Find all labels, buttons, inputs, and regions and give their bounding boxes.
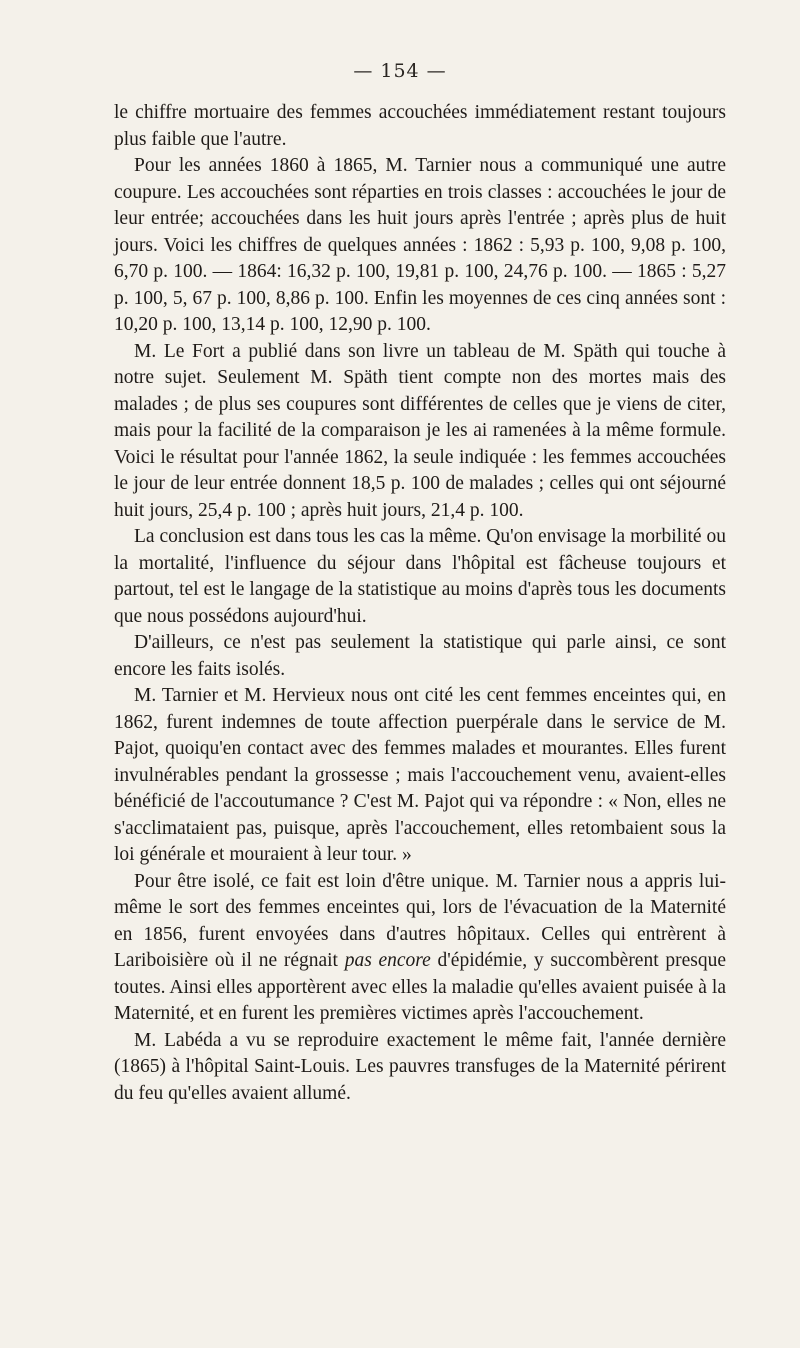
- paragraph-lariboisiere-part1: Pour être isolé, ce fait est loin d'être unique. M. Tarnier nous a appris lui-même le sort des femmes enceintes qui, lors de l'évacuation de la Maternité en 1856, furent envoyées dans d'autres hôpitaux. Celles qui entrèrent à Lariboisière où il ne régnait: [114, 870, 726, 971]
- paragraph-spath: M. Le Fort a publié dans son livre un tableau de M. Späth qui touche à notre sujet. Seulement M. Späth tient compte non des mortes mais des malades ; de plus ses coupures sont différentes de celles que je viens de citer, mais pour la facilité de la comparaison je les ai ramenées à la même formule. Voici le résultat pour l'année 1862, la seule indiquée : les femmes accouchées le jour de leur entrée donnent 18,5 p. 100 de malades ; celles qui ont séjourné huit jours, 25,4 p. 100 ; après huit jours, 21,4 p. 100.: [114, 340, 726, 521]
- paragraph-lariboisiere: [114, 869, 726, 1028]
- page-number: — 154 —: [353, 60, 447, 82]
- emphasis-pas-encore: pas encore: [344, 950, 431, 971]
- paragraph-tarnier-coupure: Pour les années 1860 à 1865, M. Tarnier nous a communiqué une autre coupure. Les accouchées sont réparties en trois classes : accouchées le jour de leur entrée; accouchées dans les huit jours après l'entrée ; après plus de huit jours. Voici les chiffres de quelques années : 1862 : 5,93 p. 100, 9,08 p. 100, 6,70 p. 100. — 1864: 16,32 p. 100, 19,81 p. 100, 24,76 p. 100. — 1865 : 5,27 p. 100, 5, 67 p. 100, 8,86 p. 100. Enfin les moyennes de ces cinq années sont : 10,20 p. 100, 13,14 p. 100, 12,90 p. 100.: [114, 155, 726, 335]
- paragraph-lariboisiere-part2: d'épidémie, y succombèrent presque toutes. Ainsi elles apportèrent avec elles la maladie qu'elles avaient puisée à la Maternité, et en furent les premières victimes après l'accouchement.: [114, 950, 726, 1024]
- paragraph-continuation: le chiffre mortuaire des femmes accouchées immédiatement restant toujours plus faible que l'autre.: [114, 102, 726, 150]
- body-text: [114, 100, 726, 1107]
- paragraph-pajot: M. Tarnier et M. Hervieux nous ont cité les cent femmes enceintes qui, en 1862, furent indemnes de toute affection puerpérale dans le service de M. Pajot, quoiqu'en contact avec des femmes malades et mourantes. Elles furent invulnérables pendant la grossesse ; mais l'accouchement venu, avaient-elles bénéficié de l'accoutumance ? C'est M. Pajot qui va répondre : « Non, elles ne s'acclimataient pas, puisque, après l'accouchement, elles retombaient sous la loi générale et mouraient à leur tour. »: [114, 685, 726, 865]
- paragraph-labeda: M. Labéda a vu se reproduire exactement le même fait, l'année dernière (1865) à l'hôpital Saint-Louis. Les pauvres transfuges de la Maternité périrent du feu qu'elles avaient allumé.: [114, 1029, 726, 1104]
- paragraph-conclusion: La conclusion est dans tous les cas la même. Qu'on envisage la morbilité ou la mortalité, l'influence du séjour dans l'hôpital est fâcheuse toujours et partout, tel est le langage de la statistique au moins d'après tous les documents que nous possédons aujourd'hui.: [114, 526, 726, 627]
- paragraph-faits-isoles: D'ailleurs, ce n'est pas seulement la statistique qui parle ainsi, ce sont encore les faits isolés.: [114, 632, 726, 680]
